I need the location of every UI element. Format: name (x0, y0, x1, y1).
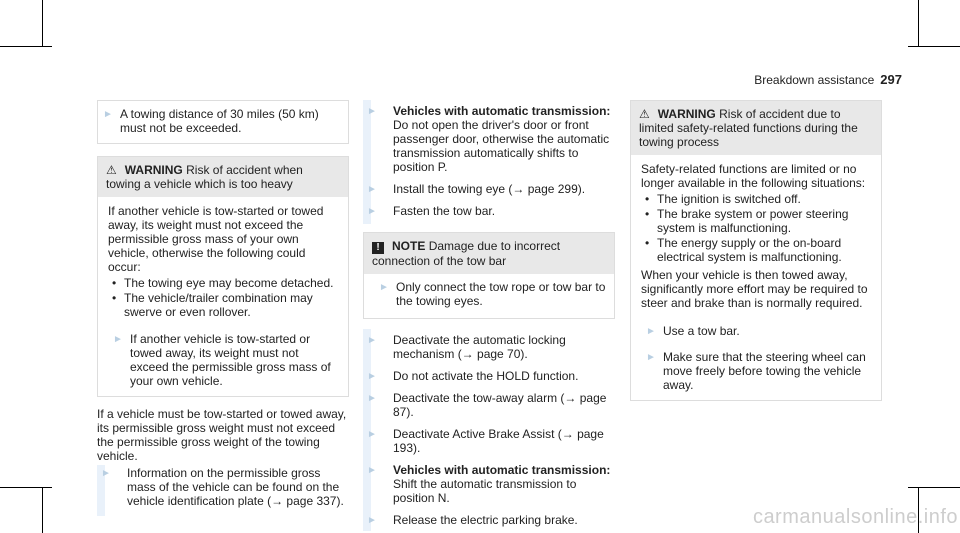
step-text: Shift the automatic transmission to position N. (393, 477, 577, 505)
arrow-icon: ► (113, 334, 123, 345)
note-box (363, 232, 615, 319)
arrow-icon: ► (101, 468, 111, 479)
warning-box (630, 100, 882, 401)
note-label: NOTE (392, 239, 426, 253)
step-text: Make sure that the steering wheel can move freely before towing the vehicle away. (663, 350, 866, 392)
step-text: A towing distance of 30 miles (50 km) must not be exceeded. (120, 107, 319, 135)
arrow-icon: ► (379, 282, 389, 293)
step-text: If another vehicle is tow-started or towed away, its weight must not exceed the permissible gross mass of your own vehicle. (130, 332, 331, 388)
column-3 (630, 100, 882, 411)
column-2 (363, 100, 615, 531)
body-paragraph: If a vehicle must be tow-started or towed away, its permissible gross weight must not exceed the permissible gross weight of the towing vehicle. (97, 407, 347, 463)
step-text: Do not activate the HOLD function. (393, 369, 579, 383)
crop-mark (0, 46, 52, 47)
step-bold: Vehicles with automatic transmission: (393, 104, 611, 118)
bullet-item: • The energy supply or the on-board electrical system is malfunctioning. (641, 236, 873, 264)
arrow-icon: ► (367, 465, 377, 476)
step-text: Deactivate the automatic locking mechanism (→ page 70). (393, 333, 566, 361)
arrow-icon: ► (367, 106, 377, 117)
crop-mark (908, 487, 960, 488)
warning-text: Safety-related functions are limited or no longer available in the following situations: (641, 162, 866, 190)
warning-heading: Risk of accident when towing a vehicle which is too heavy (106, 163, 303, 191)
arrow-icon: ► (367, 206, 377, 217)
step-text: Fasten the tow bar. (393, 204, 496, 218)
column-1 (97, 100, 349, 516)
note-heading: Damage due to incorrect connection of the tow bar (372, 239, 561, 268)
warning-triangle-icon: ⚠ (639, 107, 650, 121)
step-text: Release the electric parking brake. (393, 513, 578, 527)
arrow-icon: ► (367, 335, 377, 346)
arrow-icon: ► (367, 429, 377, 440)
arrow-icon: ► (367, 184, 377, 195)
section-title: Breakdown assistance (754, 73, 875, 87)
crop-mark (0, 487, 52, 488)
page-number: 297 (880, 72, 902, 87)
arrow-icon: ► (367, 371, 377, 382)
step-box (97, 100, 349, 144)
warning-text: When your vehicle is then towed away, significantly more effort may be required to steer and brake than is normally required. (641, 268, 868, 310)
watermark: carmanualsonline.info (752, 506, 958, 528)
notice-icon: ! (372, 242, 384, 254)
arrow-icon: ► (367, 515, 377, 526)
bullet-item: • The brake system or power steering system is malfunctioning. (641, 207, 873, 235)
crop-mark (908, 46, 960, 47)
step-text: Information on the permissible gross mass of the vehicle can be found on the vehicle identification plate (→ page 337). (127, 466, 344, 508)
arrow-icon: ► (646, 352, 656, 363)
crop-mark (42, 0, 43, 46)
arrow-icon: ► (103, 109, 113, 120)
crop-mark (42, 487, 43, 533)
step-text: Only connect the tow rope or tow bar to the towing eyes. (396, 280, 606, 308)
arrow-icon: ► (646, 326, 656, 337)
crop-mark (918, 0, 919, 46)
warning-heading: Risk of accident due to limited safety-related functions during the towing process (639, 107, 858, 149)
step-text: Do not open the driver's door or front passenger door, otherwise the automatic transmission automatically shifts to position P. (393, 118, 610, 174)
warning-label: WARNING (124, 163, 183, 177)
step-text: Deactivate the tow-away alarm (→ page 87). (393, 391, 607, 419)
bullet-item: • The vehicle/trailer combination may swerve or even rollover. (108, 291, 340, 319)
step-text: Use a tow bar. (663, 324, 740, 338)
warning-box (97, 156, 349, 397)
step-text: Install the towing eye (→ page 299). (393, 182, 586, 196)
arrow-icon: ► (367, 393, 377, 404)
bullet-item: • The towing eye may become detached. (108, 276, 340, 290)
bullet-item: • The ignition is switched off. (641, 192, 873, 206)
page-header (754, 72, 902, 87)
step-text: Deactivate Active Brake Assist (→ page 193). (393, 427, 604, 455)
step-bold: Vehicles with automatic transmission: (393, 463, 611, 477)
warning-text: If another vehicle is tow-started or towed away, its weight must not exceed the permissible gross mass of your own vehicle, otherwise the following could occur: (108, 204, 324, 274)
warning-triangle-icon: ⚠ (106, 163, 117, 177)
warning-label: WARNING (657, 107, 716, 121)
